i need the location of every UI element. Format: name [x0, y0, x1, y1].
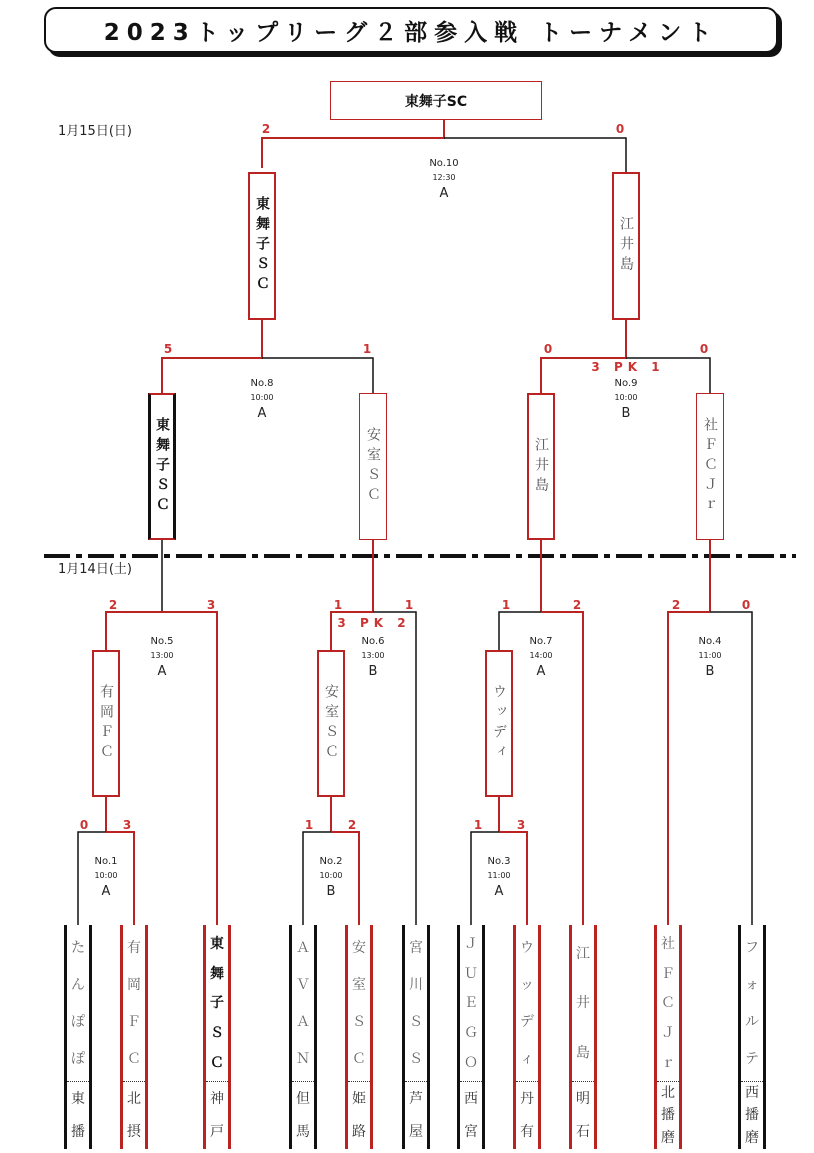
no2-score-left: 1: [304, 818, 314, 832]
sf-left-b-team: 安室ＳＣ: [359, 393, 387, 540]
team-entry: [289, 925, 317, 1149]
team-entry: [120, 925, 148, 1149]
team-name: 有 岡 Ｆ Ｃ: [127, 939, 141, 1068]
team-entry: [64, 925, 92, 1149]
r1-c-team: ウッディ: [485, 650, 513, 797]
no3-score-right: 3: [516, 818, 526, 832]
match-no4-court: B: [705, 664, 715, 679]
team-area: 但 馬: [292, 1081, 314, 1149]
match-no3-number: No.3: [487, 856, 511, 867]
team-name: ウ ッ デ ィ: [520, 939, 534, 1068]
no5-score-left: 2: [108, 598, 118, 612]
no9-pk-score: 3 PK 1: [591, 360, 665, 374]
match-no8-court: A: [257, 406, 267, 421]
match-no2-court: B: [326, 884, 336, 899]
no4-score-left: 2: [671, 598, 681, 612]
team-entry: [569, 925, 597, 1149]
day-label-jan15: 1月15日(日): [58, 124, 132, 139]
team-name: 安 室 Ｓ Ｃ: [352, 939, 366, 1068]
page-title: 2023トップリーグ２部参入戦 トーナメント: [44, 7, 778, 53]
team-area: 西 播 磨: [741, 1081, 763, 1149]
match-no1-time: 10:00: [94, 871, 118, 880]
team-entry: [513, 925, 541, 1149]
final-right-team: 江井島: [612, 172, 640, 320]
team-name: 社 Ｆ Ｃ Ｊ ｒ: [661, 935, 675, 1072]
match-no7-time: 14:00: [529, 651, 553, 660]
match-no4-number: No.4: [698, 636, 722, 647]
no6-score-right: 1: [404, 598, 414, 612]
team-area: 北 播 磨: [657, 1081, 679, 1149]
team-entry: [654, 925, 682, 1149]
no8-score-left: 5: [163, 342, 173, 356]
final-left-team: 東舞子ＳＣ: [248, 172, 276, 320]
no10-score-right: 0: [615, 122, 625, 136]
match-no5-court: A: [157, 664, 167, 679]
match-no9-info: [586, 378, 666, 421]
team-area: 姫 路: [348, 1081, 370, 1149]
no8-score-right: 1: [362, 342, 372, 356]
team-area: 神 戸: [206, 1081, 228, 1149]
no5-score-right: 3: [206, 598, 216, 612]
match-no1-court: A: [101, 884, 111, 899]
match-no9-number: No.9: [614, 378, 638, 389]
match-no8-info: [222, 378, 302, 421]
no1-score-left: 0: [79, 818, 89, 832]
team-entry: [738, 925, 766, 1149]
no7-score-left: 1: [501, 598, 511, 612]
day-label-jan14: 1月14日(土): [58, 562, 132, 577]
no6-score-left: 1: [333, 598, 343, 612]
team-name: 東 舞 子 Ｓ Ｃ: [210, 935, 224, 1072]
team-entry: [457, 925, 485, 1149]
match-no6-time: 13:00: [361, 651, 385, 660]
match-no10-number: No.10: [429, 158, 459, 169]
match-no5-time: 13:00: [150, 651, 174, 660]
match-no8-time: 10:00: [250, 393, 274, 402]
match-no3-time: 11:00: [487, 871, 511, 880]
team-area: 明 石: [572, 1081, 594, 1149]
match-no5-info: [122, 636, 202, 679]
match-no10-info: [404, 158, 484, 201]
no9-score-left: 0: [543, 342, 553, 356]
sf-right-a-team: 江井島: [527, 393, 555, 540]
match-no4-time: 11:00: [698, 651, 722, 660]
match-no3-info: [459, 856, 539, 899]
match-no6-number: No.6: [361, 636, 385, 647]
r1-a-team: 有岡ＦＣ: [92, 650, 120, 797]
team-area: 芦 屋: [405, 1081, 427, 1149]
team-entry: [345, 925, 373, 1149]
match-no1-info: [66, 856, 146, 899]
match-no6-info: [333, 636, 413, 679]
match-no10-time: 12:30: [432, 173, 456, 182]
team-name: Ｊ Ｕ Ｅ Ｇ Ｏ: [464, 935, 478, 1072]
team-name: た ん ぽ ぽ: [71, 939, 85, 1068]
match-no2-info: [291, 856, 371, 899]
match-no1-number: No.1: [94, 856, 118, 867]
match-no4-info: [670, 636, 750, 679]
match-no9-time: 10:00: [614, 393, 638, 402]
no1-score-right: 3: [122, 818, 132, 832]
match-no9-court: B: [621, 406, 631, 421]
champion-box: 東舞子SC: [330, 81, 542, 120]
match-no2-number: No.2: [319, 856, 343, 867]
r1-b-team: 安室ＳＣ: [317, 650, 345, 797]
team-name: フ ォ ル テ: [745, 939, 759, 1068]
no4-score-right: 0: [741, 598, 751, 612]
team-name: 宮 川 Ｓ Ｓ: [409, 939, 423, 1068]
match-no8-number: No.8: [250, 378, 274, 389]
team-entry: [203, 925, 231, 1149]
no2-score-right: 2: [347, 818, 357, 832]
no3-score-left: 1: [473, 818, 483, 832]
no10-score-left: 2: [261, 122, 271, 136]
team-area: 東 播: [67, 1081, 89, 1149]
match-no2-time: 10:00: [319, 871, 343, 880]
match-no3-court: A: [494, 884, 504, 899]
match-no7-info: [501, 636, 581, 679]
sf-right-b-team: 社ＦＣＪｒ: [696, 393, 724, 540]
no9-score-right: 0: [699, 342, 709, 356]
match-no6-court: B: [368, 664, 378, 679]
sf-left-a-team: 東舞子ＳＣ: [148, 393, 176, 540]
team-name: Ａ Ｖ Ａ Ｎ: [296, 939, 310, 1068]
match-no7-number: No.7: [529, 636, 553, 647]
match-no10-court: A: [439, 186, 449, 201]
team-name: 江 井 島: [576, 945, 590, 1062]
team-area: 北 摂: [123, 1081, 145, 1149]
team-area: 丹 有: [516, 1081, 538, 1149]
match-no7-court: A: [536, 664, 546, 679]
team-entry: [402, 925, 430, 1149]
no6-pk-score: 3 PK 2: [337, 616, 411, 630]
team-area: 西 宮: [460, 1081, 482, 1149]
match-no5-number: No.5: [150, 636, 174, 647]
no7-score-right: 2: [572, 598, 582, 612]
